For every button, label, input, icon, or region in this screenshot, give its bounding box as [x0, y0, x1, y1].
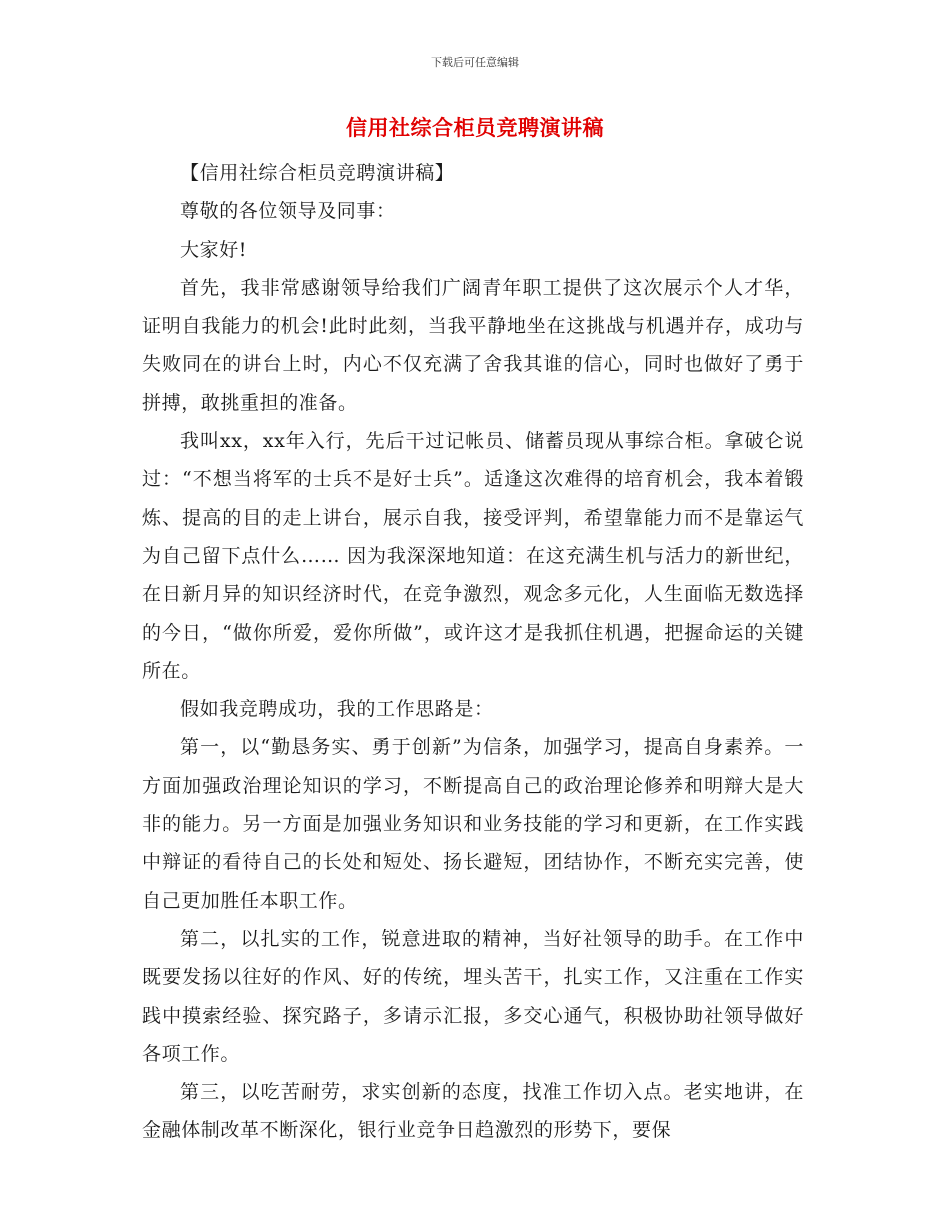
paragraph-self-introduction: 我叫xx，xx年入行，先后干过记帐员、储蓄员现从事综合柜。拿破仑说过：“不想当将军的士兵不是好士兵”。适逢这次难得的培育机会，我本着锻炼、提高的目的走上讲台，展示自我，接受评判，希望靠能力而不是靠运气为自己留下点什么…… 因为我深深地知道：在这充满生机与活力的新世纪，在日新月异的知识经济时代，在竞争激烈，观念多元化，人生面临无数选择的今日，“做你所爱，爱你所做”，或许这才是我抓住机遇，把握命运的关键所在。 — [142, 430, 804, 682]
paragraph-greeting: 大家好! — [180, 238, 248, 261]
paragraph-point-two: 第二，以扎实的工作，锐意进取的精神，当好社领导的助手。在工作中既要发扬以往好的作风、好的传统，埋头苦干，扎实工作，又注重在工作实践中摸索经验、探究路子，多请示汇报，多交心通气，积极协助社领导做好各项工作。 — [142, 927, 804, 1065]
paragraph-point-one: 第一，以“勤恳务实、勇于创新”为信条，加强学习，提高自身素养。一方面加强政治理论知识的学习，不断提高自己的政治理论修养和明辩大是大非的能力。另一方面是加强业务知识和业务技能的学习和更新，在工作实践中辩证的看待自己的长处和短处、扬长避短，团结协作，不断充实完善，使自己更加胜任本职工作。 — [142, 736, 804, 912]
page-header-note: 下载后可任意编辑 — [431, 56, 519, 69]
paragraph-point-three: 第三，以吃苦耐劳，求实创新的态度，找准工作切入点。老实地讲，在金融体制改革不断深化，银行业竞争日趋激烈的形势下，要保 — [142, 1081, 804, 1142]
paragraph-heading: 【信用社综合柜员竞聘演讲稿】 — [180, 162, 455, 184]
document-title: 信用社综合柜员竞聘演讲稿 — [346, 116, 604, 140]
paragraph-work-plan-lead: 假如我竞聘成功，我的工作思路是： — [180, 698, 494, 721]
paragraph-intro: 首先，我非常感谢领导给我们广阔青年职工提供了这次展示个人才华，证明自我能力的机会!此时此刻，当我平静地坐在这挑战与机遇并存，成功与失败同在的讲台上时，内心不仅充满了舍我其谁的信心，同时也做好了勇于拼搏，敢挑重担的准备。 — [142, 276, 804, 414]
document-body — [142, 154, 804, 1150]
paragraph-salutation: 尊敬的各位领导及同事： — [180, 200, 396, 223]
